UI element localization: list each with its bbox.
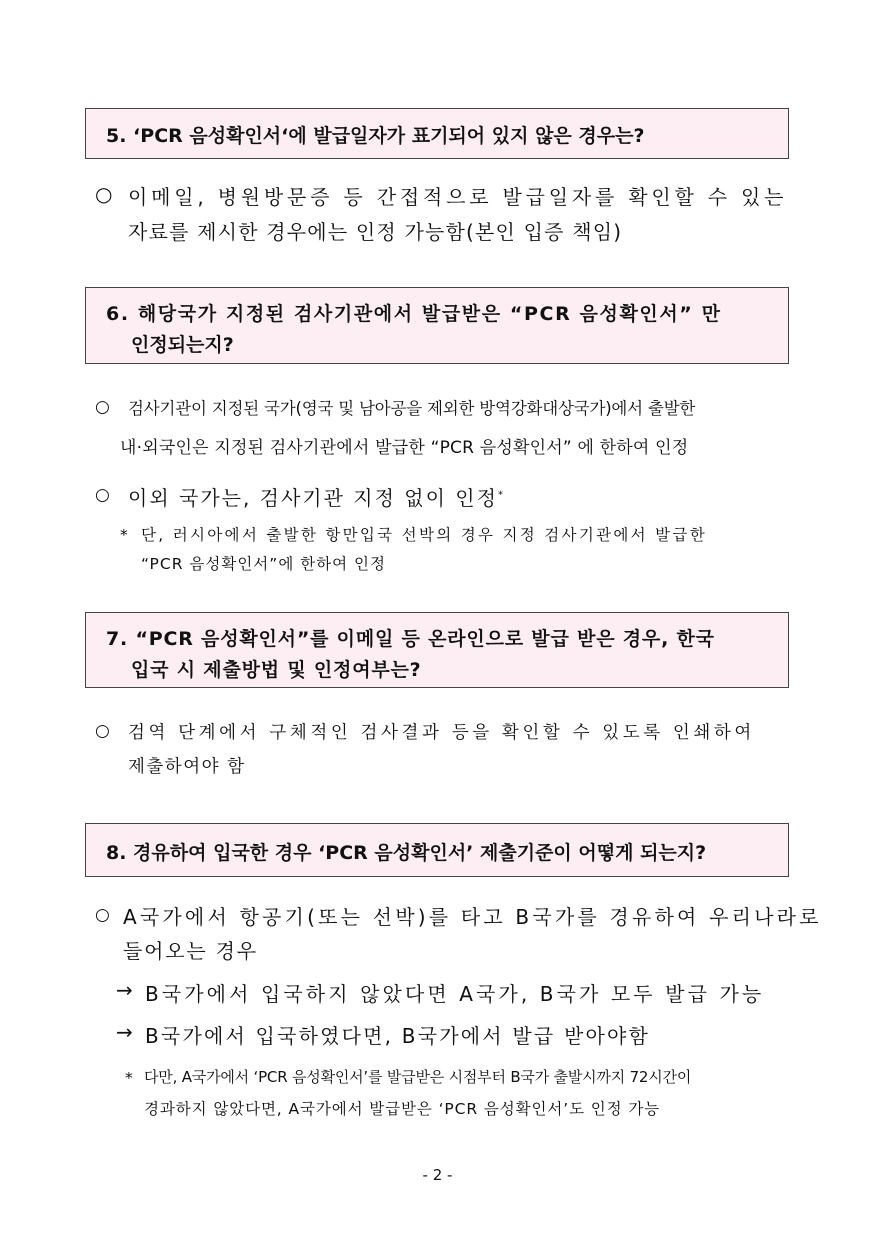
section-6-bullet-1-line-1: 검사기관이 지정된 국가(영국 및 남아공을 제외한 방역강화대상국가)에서 출발한 <box>128 399 696 418</box>
section-7-heading-box <box>85 612 789 688</box>
section-8-bullet-line-1: A국가에서 항공기(또는 선박)를 타고 B국가를 경유하여 우리나라로 <box>123 905 822 929</box>
section-7-bullet-line-2: 제출하여야 함 <box>128 757 246 777</box>
section-8-arrow-2-marker: → <box>116 1020 133 1044</box>
section-6-note-line-2: “PCR 음성확인서”에 한하여 인정 <box>141 555 387 573</box>
section-7-bullet-line-1: 검역 단계에서 구체적인 검사결과 등을 확인할 수 있도록 인쇄하여 <box>128 723 755 743</box>
section-8-heading: 8. 경유하여 입국한 경우 ‘PCR 음성확인서’ 제출기준이 어떻게 되는지? <box>106 842 707 864</box>
section-8-note-line-1: 다만, A국가에서 ‘PCR 음성확인서’를 발급받은 시점부터 B국가 출발시까지 72시간이 <box>144 1068 692 1086</box>
section-6-bullet-2-marker: ○ <box>95 485 110 505</box>
section-7-heading-line-1: 7. “PCR 음성확인서”를 이메일 등 온라인으로 발급 받은 경우, 한국 <box>106 628 715 650</box>
section-6-heading-line-1: 6. 해당국가 지정된 검사기관에서 발급받은 “PCR 음성확인서” 만 <box>106 303 722 325</box>
section-7-heading-line-2: 입국 시 제출방법 및 인정여부는? <box>131 659 422 681</box>
section-6-note-line-1: 단, 러시아에서 출발한 항만입국 선박의 경우 지정 검사기관에서 발급한 <box>141 526 707 544</box>
section-8-note-line-2: 경과하지 않았다면, A국가에서 발급받은 ‘PCR 음성확인서’도 인정 가능 <box>144 1100 661 1118</box>
section-8-heading-box <box>85 823 789 877</box>
section-6-note-marker: * <box>120 526 128 544</box>
section-5-bullet-line-1: 이메일, 병원방문증 등 간접적으로 발급일자를 확인할 수 있는 <box>128 185 788 209</box>
section-6-bullet-1-marker: ○ <box>95 397 110 417</box>
section-6-bullet-1-line-2: 내·외국인은 지정된 검사기관에서 발급한 “PCR 음성확인서” 에 한하여 인정 <box>120 438 689 458</box>
section-8-arrow-1-text: B국가에서 입국하지 않았다면 A국가, B국가 모두 발급 가능 <box>145 982 765 1006</box>
page-number: - 2 - <box>422 1166 453 1184</box>
section-6-heading-box <box>85 287 789 364</box>
footnote-marker: * <box>497 489 505 501</box>
section-8-bullet-marker: ○ <box>95 905 110 925</box>
section-6-bullet-2-line <box>128 482 505 511</box>
section-7-bullet-marker: ○ <box>95 721 110 741</box>
section-8-bullet-line-2: 들어오는 경우 <box>123 939 258 963</box>
section-5-bullet-marker: ○ <box>95 182 113 206</box>
section-5-heading-box <box>85 108 789 159</box>
section-8-arrow-1-marker: → <box>116 978 133 1002</box>
section-5-bullet-line-2: 자료를 제시한 경우에는 인정 가능함(본인 입증 책임) <box>128 220 623 244</box>
section-5-heading: 5. ‘PCR 음성확인서‘에 발급일자가 표기되어 있지 않은 경우는? <box>106 125 645 147</box>
section-6-bullet-2-text: 이외 국가는, 검사기관 지정 없이 인정 <box>128 486 498 510</box>
section-8-arrow-2-text: B국가에서 입국하였다면, B국가에서 발급 받아야함 <box>145 1024 651 1048</box>
section-6-heading-line-2: 인정되는지? <box>131 334 234 356</box>
section-8-note-marker: * <box>125 1069 133 1087</box>
